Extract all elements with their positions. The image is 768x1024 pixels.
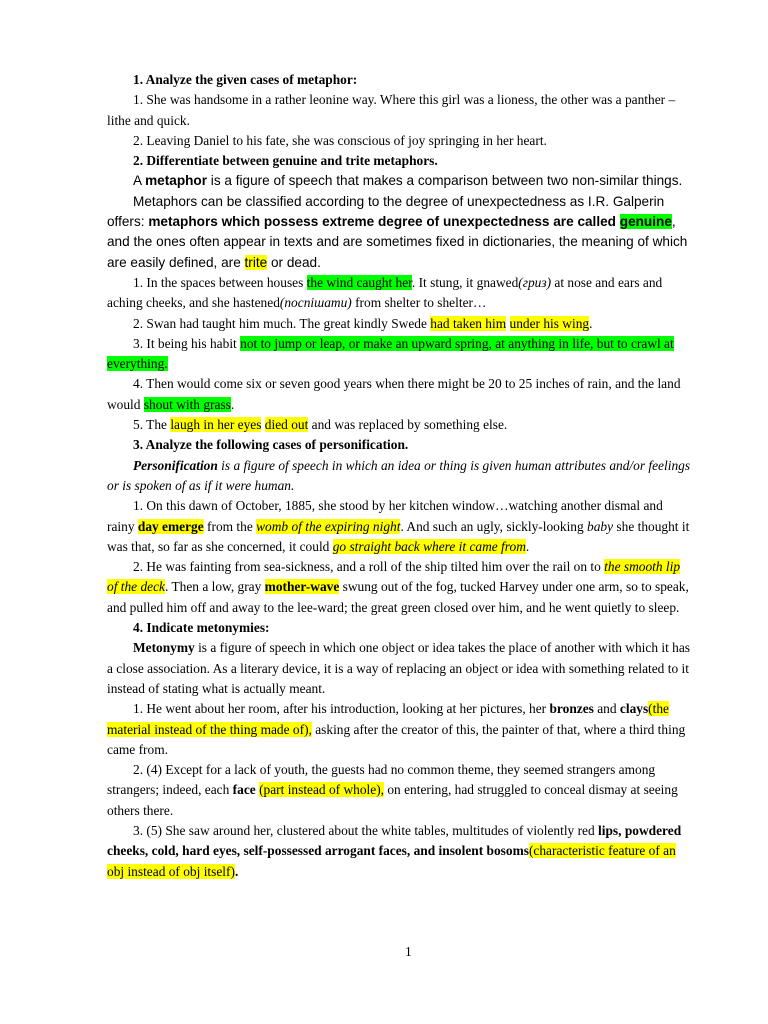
personification-definition: Personification is a figure of speech in which an idea or thing is given human attributes and/or feelings or is spoken of as if it were human. [107,457,691,493]
heading-2: 2. Differentiate between genuine and trite metaphors. [133,153,438,169]
metaphor-example-1: 1. She was handsome in a rather leonine way. Where this girl was a lioness, the other was a panther – lithe and quick. [107,92,676,128]
metonymy-example-2: 2. (4) Except for a lack of youth, the guests had no common theme, they seemed strangers among strangers; indeed, each face (part instead of whole), on entering, had struggled to conceal dismay at seeing others there. [107,762,678,818]
heading-3: 3. Analyze the following cases of personification. [133,437,409,453]
genuine-trite-example-1: 1. In the spaces between houses the wind caught her. It stung, it gnawed(гриз) at nose and ears and aching cheeks, and she hastened(поспішати) from shelter to shelter… [107,274,663,311]
metaphor-example-2: 2. Leaving Daniel to his fate, she was conscious of joy springing in her heart. [133,132,547,148]
heading-4: 4. Indicate metonymies: [133,620,270,636]
genuine-trite-example-4: 4. Then would come six or seven good years when there might be 20 to 25 inches of rain, and the land would shout with grass. [107,376,681,412]
metaphor-classification: Metaphors can be classified according to the degree of unexpectedness as I.R. Galperin offers: metaphors which possess extreme degree of unexpectedness are called genuine, and the ones often appear in texts and are sometimes fixed in dictionaries, the meaning of which are easily defined, are trite or dead. [107,193,688,270]
genuine-trite-example-2: 2. Swan had taught him much. The great kindly Swede had taken him under his wing. [133,315,593,331]
trite-highlight: trite [244,254,268,270]
metonymy-example-3: 3. (5) She saw around her, clustered about the white tables, multitudes of violently red lips, powdered cheeks, cold, hard eyes, self-possessed arrogant faces, and insolent bosoms(characteristic feature of an obj instead of obj itself). [107,822,682,879]
document-page [107,70,693,882]
metonymy-example-1: 1. He went about her room, after his introduction, looking at her pictures, her bronzes and clays(the material instead of the thing made of), asking after the creator of this, the painter of that, where a third thing came from. [107,701,686,757]
metonymy-definition: Metonymy is a figure of speech in which one object or idea takes the place of another with which it has a close association. As a literary device, it is a way of replacing an object or idea with something related to it instead of stating what is actually meant. [107,640,691,696]
metaphor-definition: A metaphor is a figure of speech that makes a comparison between two non-similar things. [133,173,683,189]
page-number: 1 [405,944,412,959]
personification-example-1: 1. On this dawn of October, 1885, she stood by her kitchen window…watching another dismal and rainy day emerge from the womb of the expiring night. And such an ugly, sickly-looking baby she thought it was that, so far as she concerned, it could go straight back where it came from. [107,498,690,554]
personification-example-2: 2. He was fainting from sea-sickness, and a roll of the ship tilted him over the rail on to the smooth lip of the deck. Then a low, gray mother-wave swung out of the fog, tucked Harvey under one arm, so to speak, and pulled him off and away to the lee-ward; the great green closed over him, and he went quietly to sleep. [107,559,689,615]
genuine-highlight: genuine [619,214,672,230]
heading-1: 1. Analyze the given cases of metaphor: [133,72,358,87]
genuine-trite-example-5: 5. The laugh in her eyes died out and was replaced by something else. [133,417,508,433]
genuine-trite-example-3: 3. It being his habit not to jump or leap, or make an upward spring, at anything in life, but to crawl at everything. [107,335,674,372]
